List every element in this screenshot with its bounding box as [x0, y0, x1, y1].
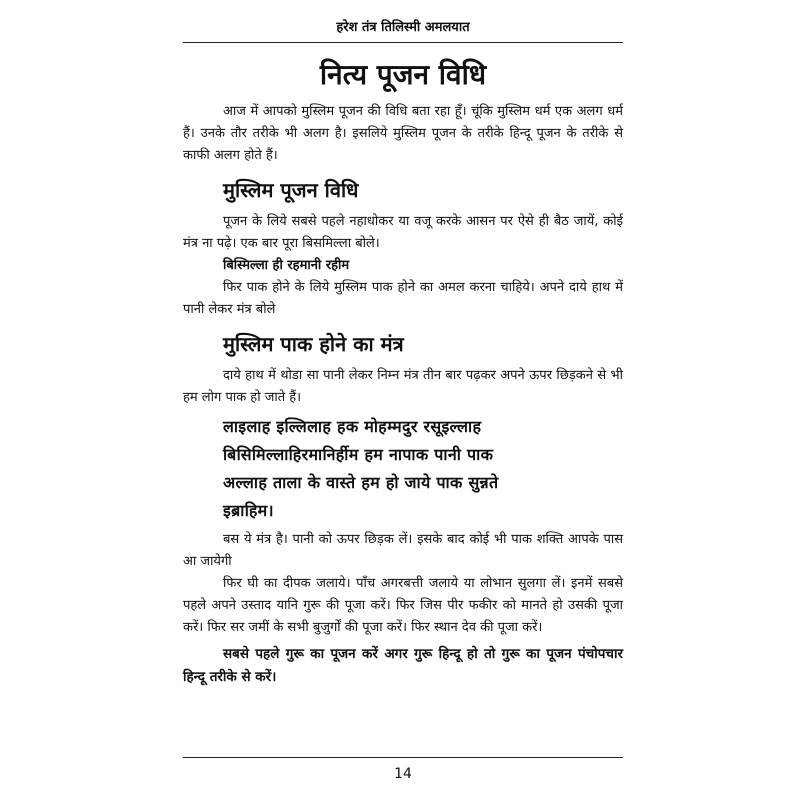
- running-header: हरेश तंत्र तिलिस्मी अमलयात: [336, 20, 470, 35]
- after-mantra-paragraph: बस ये मंत्र है। पानी को ऊपर छिड़क लें। इसके बाद कोई भी पाक शक्ति आपके पास आ जायेगी: [183, 532, 623, 569]
- bismillah-line: बिस्मिल्ला ही रहमानी रहीम: [223, 258, 350, 273]
- section-heading-muslim-pujan-vidhi: मुस्लिम पूजन विधि: [223, 178, 359, 202]
- section-heading-pak-mantra: मुस्लिम पाक होने का मंत्र: [223, 332, 404, 356]
- footer-divider: [183, 757, 623, 758]
- mantra-line: बिसिमिल्लाहिरमानिर्हीम हम नापाक पानी पाक: [223, 445, 494, 464]
- page-number: 14: [394, 766, 412, 782]
- intro-paragraph: आज में आपको मुस्लिम पूजन की विधि बता रहा हूँ। चूंकि मुस्लिम धर्म एक अलग धर्म हैं। उनके तौर तरीके भी अलग है। इसलिये मुस्लिम पूजन के तरीके हिन्दू पूजन के तरीके से काफी अलग होते हैं।: [183, 104, 623, 163]
- page-title: नित्य पूजन विधि: [319, 58, 487, 91]
- pujan-instructions-paragraph: पूजन के लिये सबसे पहले नहाधोकर या वजू करके आसन पर ऐसे ही बैठ जायें, कोई मंत्र ना पढ़े। एक बार पूरा बिसमिल्ला बोले।: [183, 214, 623, 251]
- mantra-line: इब्राहिम।: [223, 501, 274, 520]
- pak-instructions-paragraph: फिर पाक होने के लिये मुस्लिम पाक होने का अमल करना चाहिये। अपने दाये हाथ में पानी लेकर मंत्र बोले: [183, 280, 623, 317]
- mantra-line: लाइलाह इल्लिलाह हक मोहम्मदुर रसूइल्लाह: [223, 417, 482, 436]
- header-divider: [183, 42, 623, 43]
- water-sprinkle-paragraph: दाये हाथ में थोडा सा पानी लेकर निम्न मंत्र तीन बार पढ़कर अपने ऊपर छिड़कने से भी हम लोग पाक हो जाते हैं।: [183, 368, 623, 405]
- mantra-line: अल्लाह ताला के वास्ते हम हो जाये पाक सुन्नते: [223, 473, 499, 492]
- page-content: [183, 55, 623, 689]
- closing-bold-paragraph: सबसे पहले गुरू का पूजन करें अगर गुरू हिन्दू हो तो गुरू का पूजन पंचोपचार हिन्दू तरीके से करें।: [183, 646, 623, 685]
- worship-steps-paragraph: फिर घी का दीपक जलाये। पाँच अगरबत्ती जलाये या लोभान सुलगा लें। इनमें सबसे पहले अपने उस्ताद यानि गुरू की पूजा करें। फिर जिस पीर फकीर को मानते हो उसकी पूजा करें। फिर सर जमीं के सभी बुजुर्गों की पूजा करें। फिर स्थान देव की पूजा करें।: [183, 576, 623, 635]
- mantra-block: [223, 413, 623, 525]
